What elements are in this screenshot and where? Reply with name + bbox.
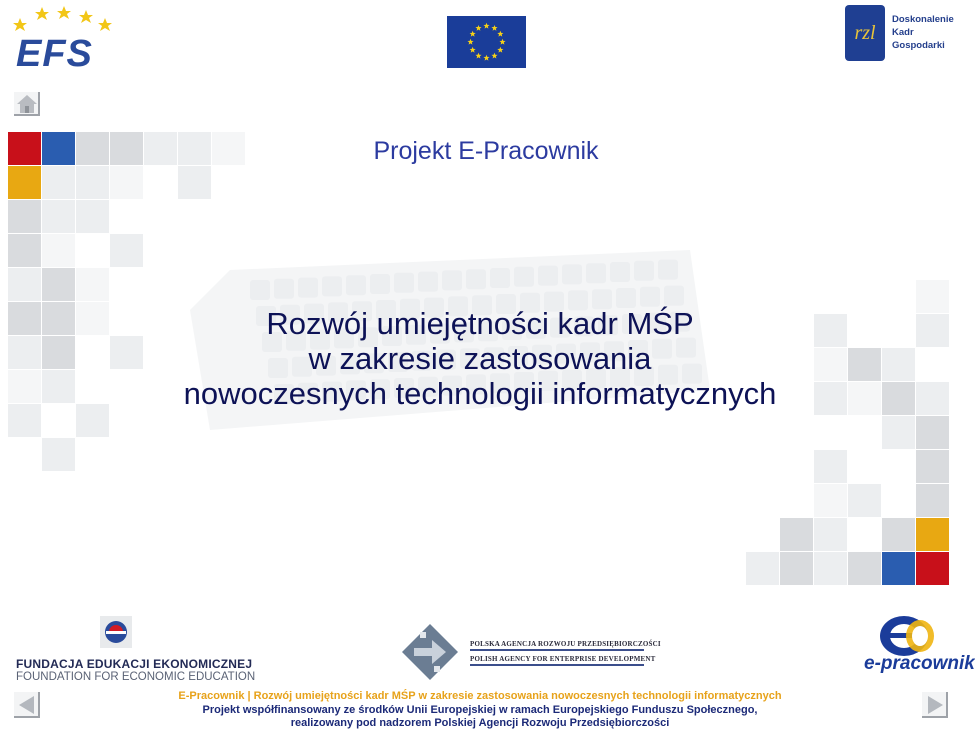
eu-star-icon [491, 53, 497, 59]
keyboard-key [298, 278, 318, 298]
keyboard-key [490, 268, 510, 288]
keyboard-key [274, 279, 294, 299]
mosaic-tile [916, 518, 949, 551]
eu-star-icon [475, 53, 481, 59]
mosaic-tile [76, 268, 109, 301]
dkg-line: Gospodarki [892, 40, 945, 51]
parp-name-en: POLISH AGENCY FOR ENTERPRISE DEVELOPMENT [470, 655, 656, 663]
keyboard-key [466, 269, 486, 289]
mosaic-tile [814, 450, 847, 483]
mosaic-tile [8, 404, 41, 437]
mosaic-tile [42, 166, 75, 199]
eu-star-icon [499, 39, 505, 45]
keyboard-key [658, 260, 678, 280]
mosaic-tile [848, 484, 881, 517]
fee-name-en: FOUNDATION FOR ECONOMIC EDUCATION [16, 671, 256, 683]
star-icon [79, 10, 93, 23]
mosaic-tile [882, 416, 915, 449]
mosaic-tile [8, 166, 41, 199]
mosaic-tile [42, 302, 75, 335]
mosaic-tile [746, 552, 779, 585]
footer-supervision-line: realizowany pod nadzorem Polskiej Agencji Rozwoju Przedsiębiorczości [290, 717, 670, 729]
footer [0, 690, 960, 731]
efs-wordmark: EFS [16, 33, 93, 75]
star-icon [98, 18, 112, 31]
mosaic-tile [8, 336, 41, 369]
main-title-line: nowoczesnych technologii informatycznych [183, 376, 777, 411]
dkg-line: Doskonalenie [892, 14, 954, 25]
previous-slide-button[interactable] [14, 692, 40, 718]
dkg-badge: rzl [845, 5, 885, 61]
star-icon [57, 6, 71, 19]
eu-stars-icon [447, 16, 526, 68]
keyboard-key [634, 261, 654, 281]
mosaic-tile [916, 484, 949, 517]
next-slide-button[interactable] [922, 692, 948, 718]
keyboard-key [538, 266, 558, 286]
mosaic-tile [814, 484, 847, 517]
star-icon [13, 18, 27, 31]
mosaic-tile [916, 382, 949, 415]
keyboard-key [370, 274, 390, 294]
dkg-line: Kadr [892, 27, 914, 38]
mosaic-tile [8, 302, 41, 335]
eu-star-icon [470, 47, 476, 53]
mosaic-tile [42, 438, 75, 471]
footer-project-line: E-Pracownik | Rozwój umiejętności kadr MŚP w zakresie zastosowania nowoczesnych technologii informatycznych [178, 690, 782, 702]
eu-star-icon [483, 23, 489, 29]
eu-star-icon [491, 25, 497, 31]
mosaic-tile [814, 552, 847, 585]
keyboard-key [664, 286, 684, 306]
mosaic-tile [916, 280, 949, 313]
mosaic-tile [916, 416, 949, 449]
eu-star-icon [470, 31, 476, 37]
mosaic-tile [42, 336, 75, 369]
main-title [100, 306, 860, 411]
mosaic-tile [42, 200, 75, 233]
eu-flag [447, 16, 526, 68]
keyboard-key [514, 267, 534, 287]
eu-star-icon [497, 31, 503, 37]
eu-star-icon [467, 39, 473, 45]
keyboard-key [322, 276, 342, 296]
keyboard-key [610, 262, 630, 282]
parp-name-pl: POLSKA AGENCJA ROZWOJU PRZEDSIĘBIORCZOŚCI [470, 640, 661, 648]
keyboard-key [250, 280, 270, 300]
mosaic-tile [8, 234, 41, 267]
mosaic-tile [882, 518, 915, 551]
keyboard-key [586, 263, 606, 283]
mosaic-tile [110, 166, 143, 199]
eu-star-icon [483, 55, 489, 61]
keyboard-key [418, 272, 438, 292]
mosaic-tile [76, 200, 109, 233]
home-icon[interactable] [14, 92, 40, 116]
epracownik-wordmark: e-pracownik [864, 653, 975, 674]
mosaic-tile [178, 166, 211, 199]
eu-star-icon [497, 47, 503, 53]
mosaic-tile [8, 268, 41, 301]
project-title: Projekt E-Pracownik [373, 137, 599, 165]
star-icon [35, 7, 49, 20]
mosaic-tile [780, 518, 813, 551]
mosaic-tile [916, 552, 949, 585]
keyboard-key [616, 288, 636, 308]
main-title-line: Rozwój umiejętności kadr MŚP [266, 306, 694, 341]
eu-star-icon [475, 25, 481, 31]
mosaic-tile [110, 234, 143, 267]
dkg-wordmark [892, 13, 958, 52]
mosaic-tile [76, 166, 109, 199]
mosaic-tile [814, 518, 847, 551]
mosaic-tile [916, 450, 949, 483]
mosaic-tile [848, 552, 881, 585]
fee-name-pl: FUNDACJA EDUKACJI EKONOMICZNEJ [16, 657, 253, 671]
mosaic-tile [882, 348, 915, 381]
keyboard-key [442, 270, 462, 290]
mosaic-tile [42, 268, 75, 301]
keyboard-key [562, 264, 582, 284]
mosaic-tile [8, 370, 41, 403]
parp-logo-icon [402, 624, 458, 680]
mosaic-tile [882, 552, 915, 585]
parp-rule [470, 664, 644, 666]
keyboard-key [346, 275, 366, 295]
mosaic-tile [42, 234, 75, 267]
mosaic-tile [42, 370, 75, 403]
mosaic-tile [882, 382, 915, 415]
main-title-line: w zakresie zastosowania [308, 341, 652, 376]
parp-rule [470, 649, 644, 651]
mosaic-tile [780, 552, 813, 585]
keyboard-key [640, 287, 660, 307]
footer-funding-line: Projekt współfinansowany ze środków Unii Europejskiej w ramach Europejskiego Funduszu Społecznego, [202, 703, 758, 716]
keyboard-key [394, 273, 414, 293]
mosaic-tile [8, 200, 41, 233]
mosaic-tile [916, 314, 949, 347]
